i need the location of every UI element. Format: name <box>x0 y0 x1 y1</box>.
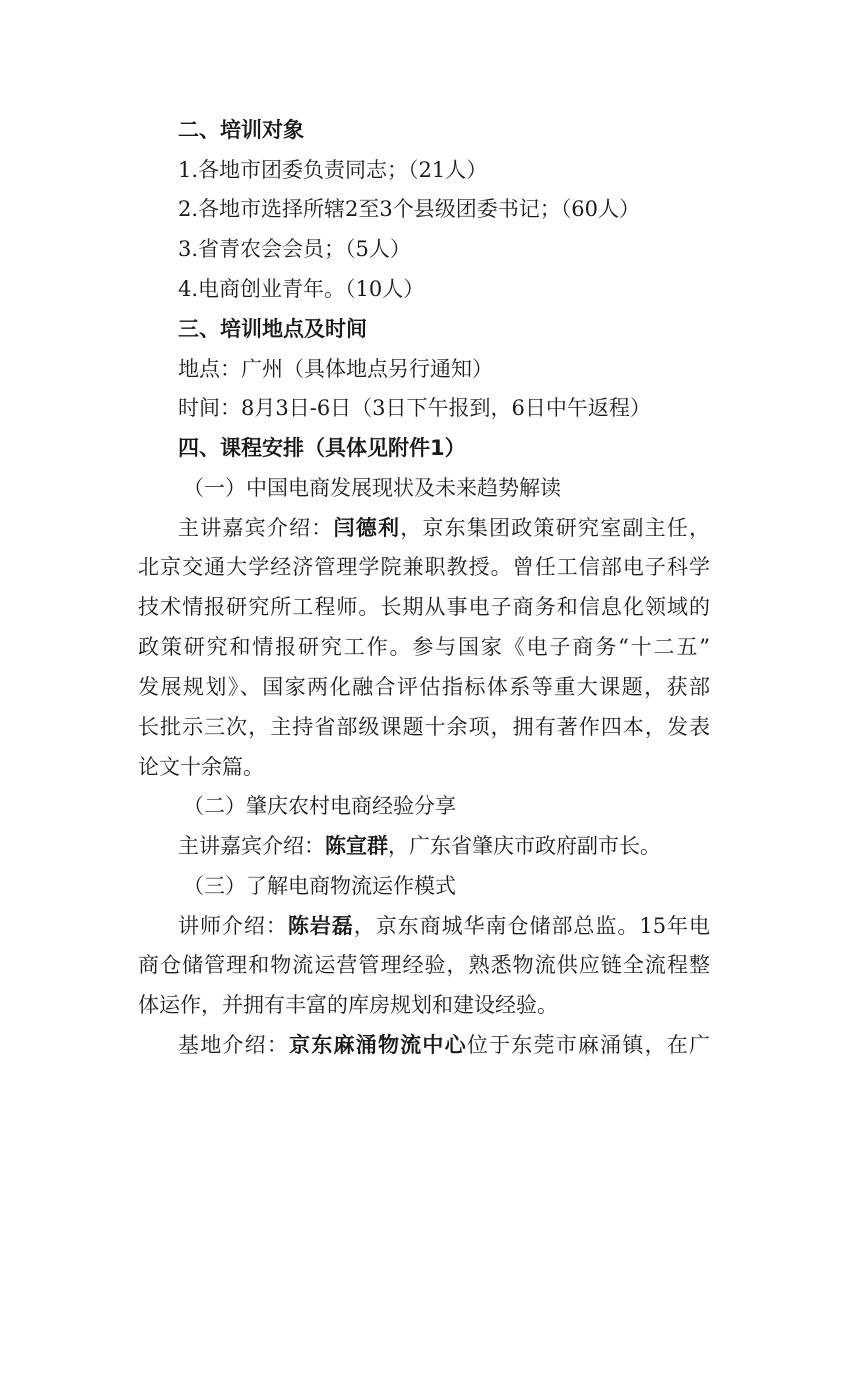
list-item: 1.各地市团委负责同志；（21人） <box>178 158 488 182</box>
paragraph-line: 发展规划》、国家两化融合评估指标体系等重大课题，获部 <box>138 675 710 699</box>
paragraph-line: 商仓储管理和物流运营管理经验，熟悉物流供应链全流程整 <box>138 953 710 977</box>
intro-label: 讲师介绍： <box>178 914 288 938</box>
course-title: （三）了解电商物流运作模式 <box>183 874 456 898</box>
paragraph-line: 北京交通大学经济管理学院兼职教授。曾任工信部电子科学 <box>138 555 710 579</box>
paragraph-line: 体运作，并拥有丰富的库房规划和建设经验。 <box>138 993 558 1017</box>
speaker-intro-line <box>178 831 661 861</box>
intro-label: 主讲嘉宾介绍： <box>178 516 334 540</box>
base-text: 位于东莞市麻涌镇，在广 <box>466 1033 711 1057</box>
intro-text: ，京东集团政策研究室副主任， <box>400 516 711 540</box>
list-item: 3.省青农会会员；（5人） <box>178 237 411 261</box>
section-heading-location-time: 三、培训地点及时间 <box>178 317 367 341</box>
base-label: 基地介绍： <box>178 1033 290 1057</box>
speaker-name: 陈宣群 <box>325 834 388 858</box>
paragraph-line: 长批示三次，主持省部级课题十余项，拥有著作四本，发表 <box>138 715 710 739</box>
intro-text: ，京东商城华南仓储部总监。15年电 <box>353 914 710 938</box>
section-heading-course-schedule: 四、课程安排（具体见附件1） <box>178 436 466 460</box>
location-line: 地点：广州（具体地点另行通知） <box>178 357 493 381</box>
intro-text: ，广东省肇庆市政府副市长。 <box>388 834 661 858</box>
section-heading-training-targets: 二、培训对象 <box>178 118 304 142</box>
base-intro-line <box>178 1030 710 1060</box>
list-item: 4.电商创业青年。（10人） <box>178 277 425 301</box>
intro-label: 主讲嘉宾介绍： <box>178 834 325 858</box>
speaker-name: 闫德利 <box>333 516 401 540</box>
base-name: 京东麻涌物流中心 <box>289 1033 467 1057</box>
list-item: 2.各地市选择所辖2至3个县级团委书记；（60人） <box>178 197 640 221</box>
paragraph-line: 政策研究和情报研究工作。参与国家《电子商务“十二五” <box>138 635 710 659</box>
speaker-intro-line <box>178 911 710 941</box>
course-title: （二）肇庆农村电商经验分享 <box>183 794 456 818</box>
time-line: 时间：8月3日-6日（3日下午报到，6日中午返程） <box>178 396 651 420</box>
paragraph-line: 论文十余篇。 <box>138 755 264 779</box>
paragraph-line: 技术情报研究所工程师。长期从事电子商务和信息化领域的 <box>138 595 710 619</box>
course-title: （一）中国电商发展现状及未来趋势解读 <box>183 476 561 500</box>
speaker-intro-line <box>178 513 710 543</box>
speaker-name: 陈岩磊 <box>287 914 354 938</box>
